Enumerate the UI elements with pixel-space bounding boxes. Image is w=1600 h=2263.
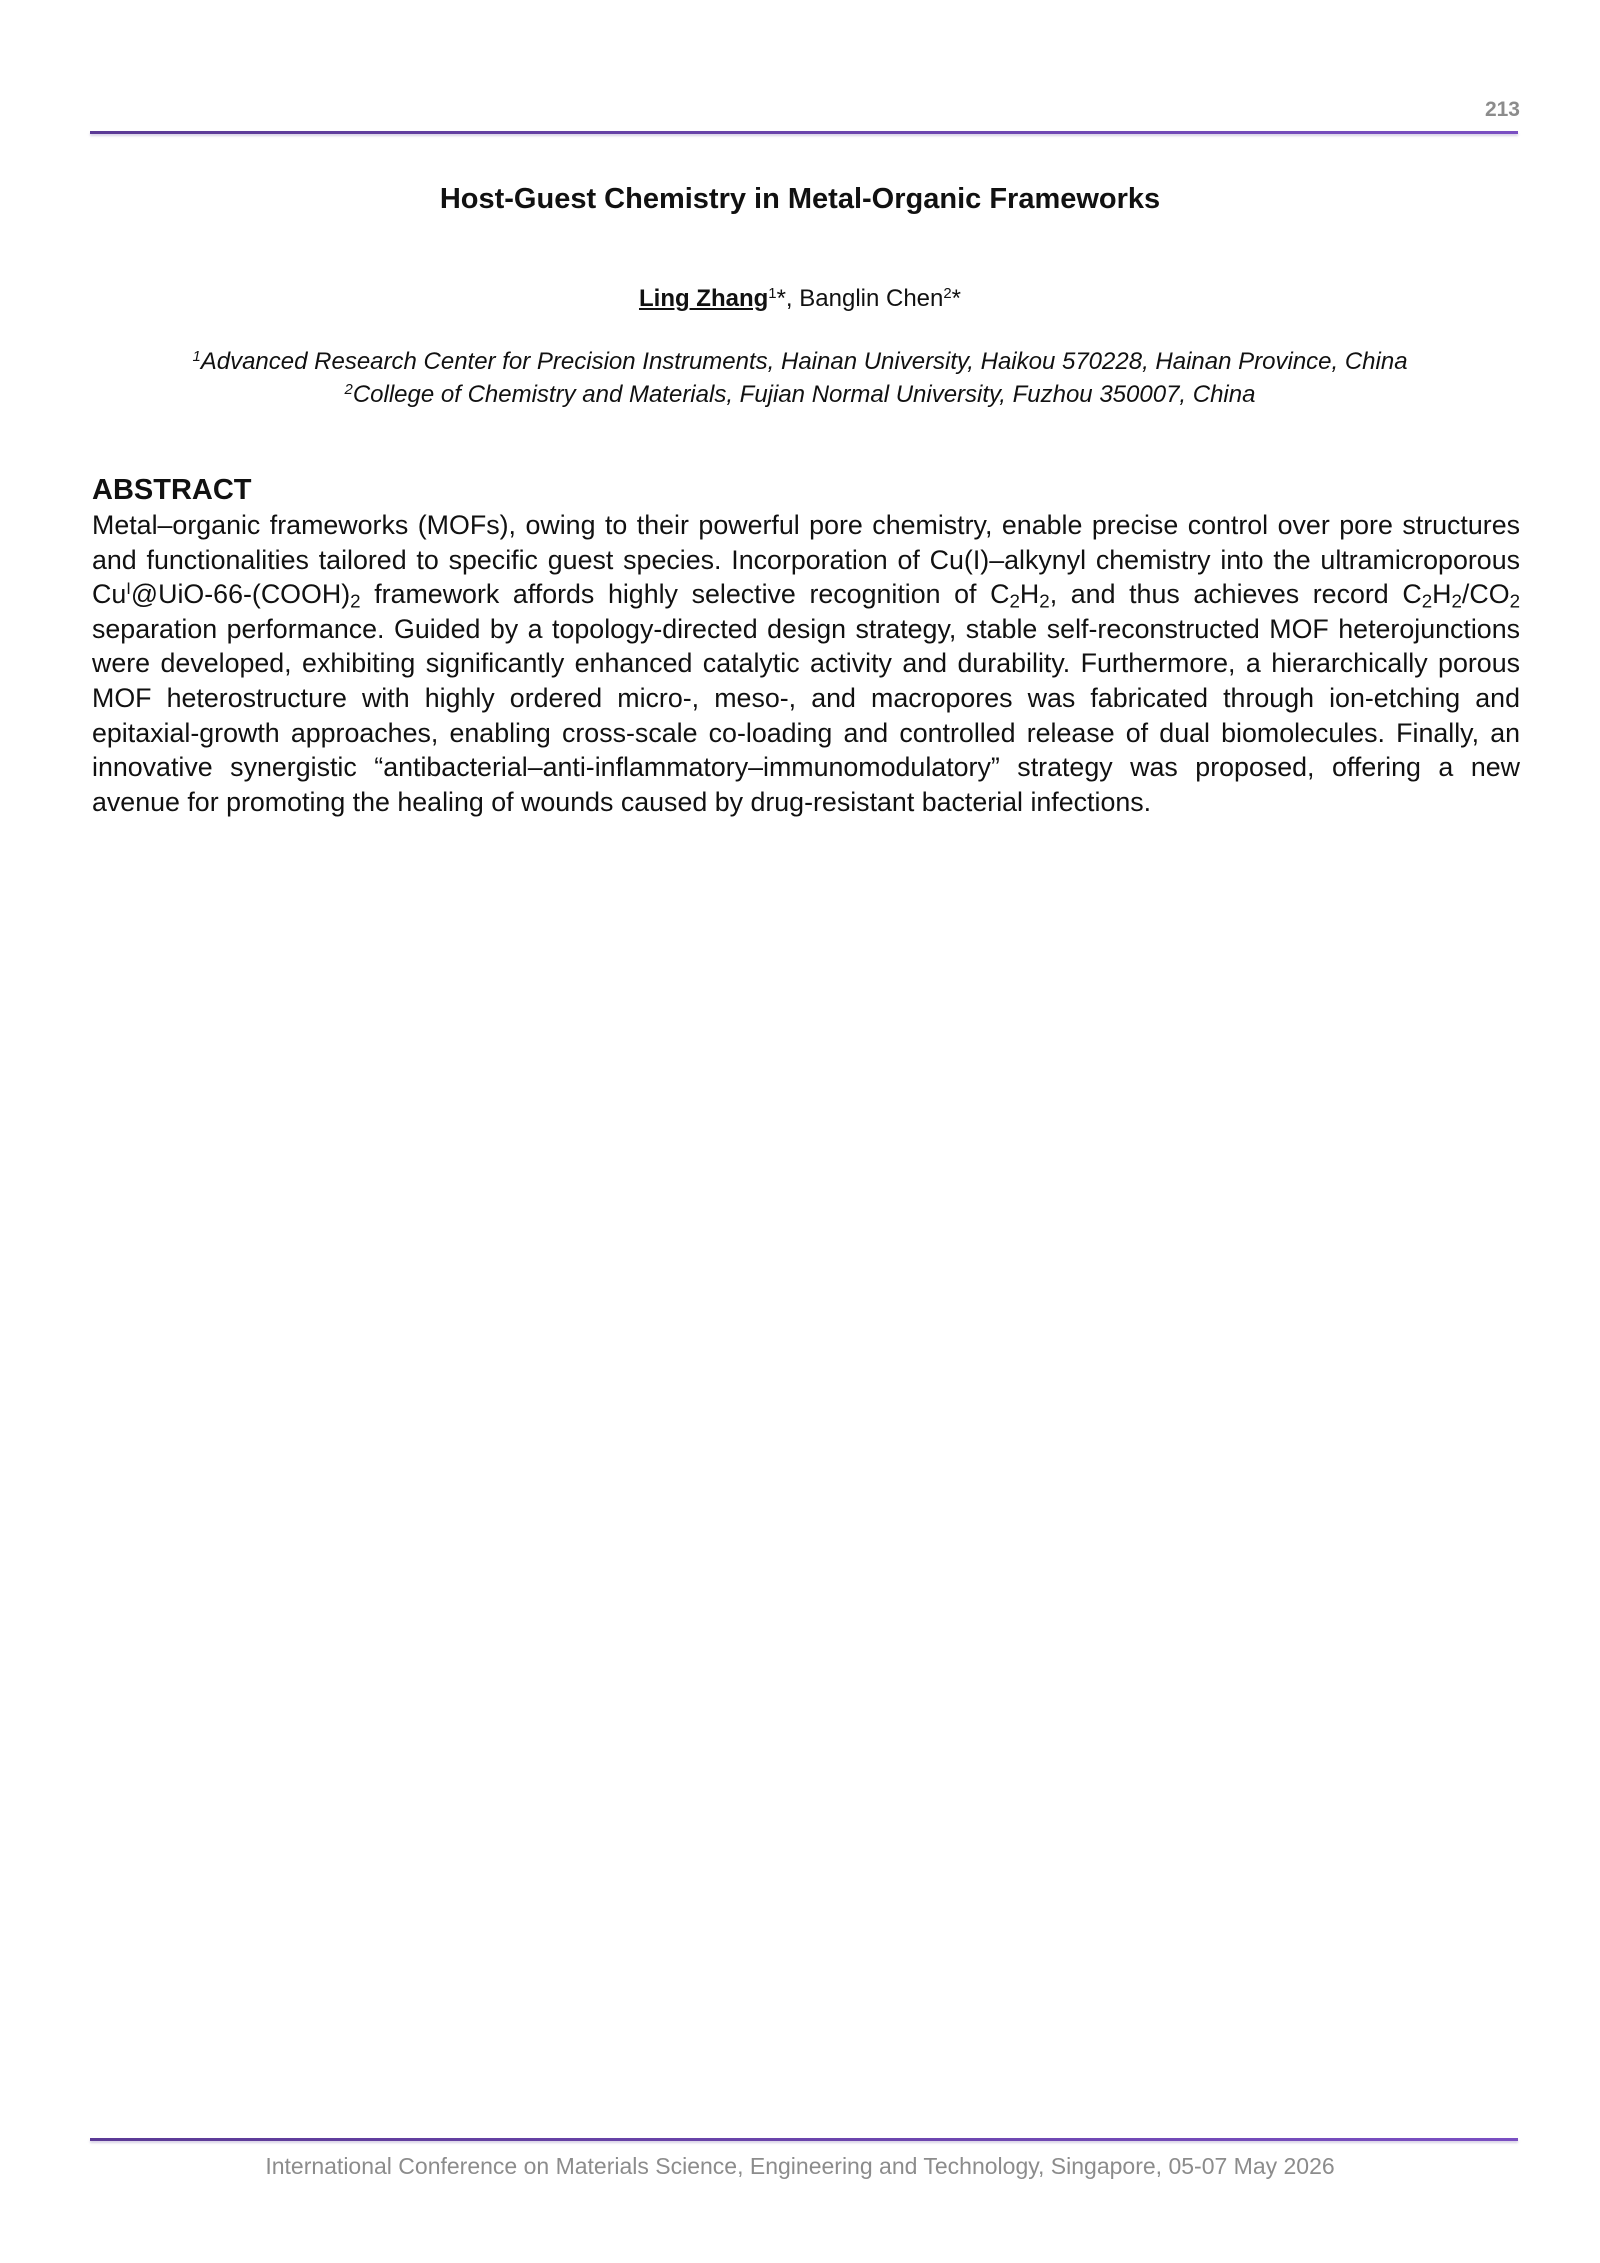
subscript: 2 [1421,590,1433,612]
affiliation-text: College of Chemistry and Materials, Fujian Normal University, Fuzhou 350007, China [352,381,1256,408]
subscript: 2 [1039,590,1050,612]
abstract-text: framework affords highly selective recognition of C [360,579,1010,610]
abstract-body [92,508,1520,819]
affiliation-line [0,345,1600,378]
conference-footer: International Conference on Materials Science, Engineering and Technology, Singapore, 05-07 May 2026 [265,2153,1335,2179]
subscript: 2 [350,590,361,612]
header-rule [90,131,1518,134]
abstract-paragraph [92,508,1520,819]
affiliation-list [0,345,1600,411]
affiliation-text: Advanced Research Center for Precision Instruments, Hainan University, Haikou 570228, Hainan Province, China [200,348,1408,375]
subscript: 2 [1509,590,1520,612]
author-affiliation-mark: 2 [943,285,952,302]
corresponding-mark: * [951,285,961,312]
author-name: Ling Zhang [638,285,769,312]
affiliation-id: 1 [192,348,201,365]
paper-title: Host-Guest Chemistry in Metal-Organic Frameworks [439,183,1161,215]
author-separator: , [785,285,800,312]
abstract-text: separation performance. Guided by a topology-directed design strategy, stable self-reconstructed MOF heterojunctions were developed, exhibiting significantly enhanced catalytic activity and durability. Furthermore, a hierarchically porous MOF heterostructure with highly ordered micro-, meso-, and macropores was fabricated through ion-etching and epitaxial-growth approaches, enabling cross-scale co-loading and controlled release of dual biomolecules. Finally, an innovative synergistic “antibacterial–anti-inflammatory–immunomodulatory” strategy was proposed, offering a new avenue for promoting the healing of wounds caused by drug-resistant bacterial infections. [92,613,1520,817]
author-affiliation-mark: 1 [768,285,777,302]
abstract-text: , and thus achieves record C [1049,579,1422,610]
subscript: 2 [1009,590,1020,612]
author-name: Banglin Chen [799,285,944,312]
abstract-text: @UiO-66-(COOH) [130,579,351,610]
abstract-heading: ABSTRACT [92,474,252,506]
abstract-text: H [1432,579,1452,610]
abstract-text: /CO [1461,579,1510,610]
affiliation-id: 2 [344,381,353,398]
affiliation-line [0,378,1600,411]
page-number: 213 [1484,98,1520,121]
abstract-text: Metal–organic frameworks (MOFs), owing to their powerful pore chemistry, enable precise control over pore structures and functionalities tailored to specific guest species. Incorporation of Cu(I)–alkynyl chemistry into the ultramicroporous Cu [92,510,1520,610]
footer-rule [90,2138,1518,2141]
oxidation-state: I [126,579,131,599]
author-list [0,285,1600,313]
corresponding-mark: * [776,285,786,312]
subscript: 2 [1451,590,1462,612]
abstract-text: H [1019,579,1040,610]
